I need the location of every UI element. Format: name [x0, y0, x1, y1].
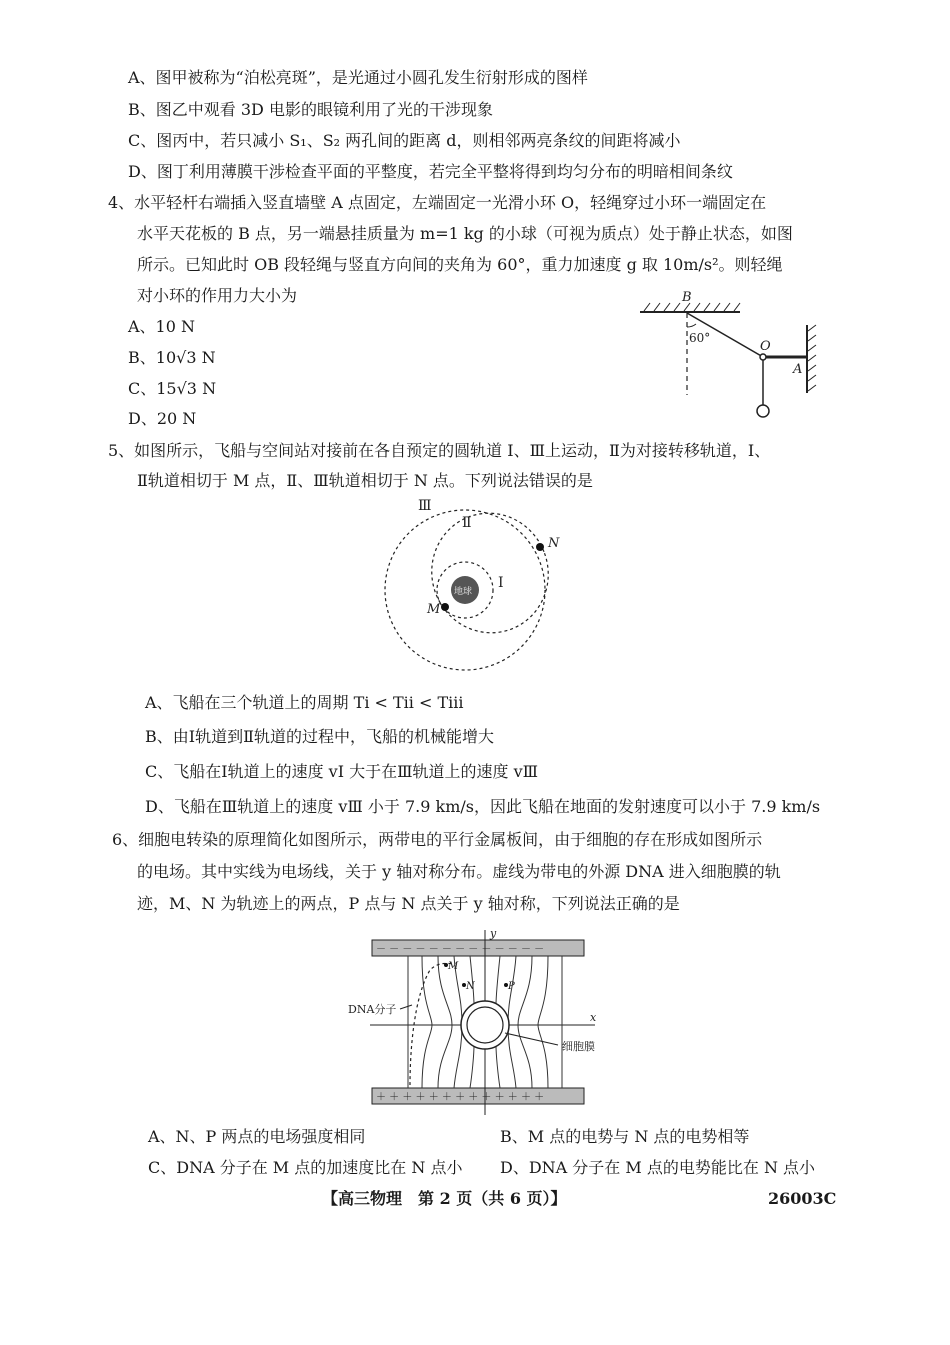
q6-option-b: B、M 点的电势与 N 点的电势相等 [500, 1127, 750, 1146]
q4-option-c: C、15√3 N [128, 379, 217, 398]
q5-option-a: A、飞船在三个轨道上的周期 Tⅰ < Tⅱ < Tⅲ [145, 693, 464, 712]
q4-text-line-2: 水平天花板的 B 点，另一端悬挂质量为 m=1 kg 的小球（可视为质点）处于静止状态，如图 [137, 224, 793, 243]
q5-option-b: B、由Ⅰ轨道到Ⅱ轨道的过程中，飞船的机械能增大 [145, 727, 494, 746]
q4-option-a: A、10 N [128, 317, 196, 336]
q3-option-d: D、图丁利用薄膜干涉检查平面的平整度，若完全平整将得到均匀分布的明暗相间条纹 [128, 162, 733, 181]
label-membrane: 细胞膜 [562, 1040, 595, 1053]
q4-option-d: D、20 N [128, 409, 197, 428]
label-dna: DNA分子 [348, 1003, 397, 1016]
label-y: y [490, 927, 497, 940]
membrane-pointer [505, 1033, 558, 1045]
label-b: B [682, 290, 692, 305]
label-p: P [508, 981, 515, 992]
orbit-ii [415, 497, 565, 649]
label-n: N [548, 536, 560, 551]
label-i: Ⅰ [498, 575, 504, 591]
wall-hatch [808, 325, 816, 391]
dna-pointer [400, 1005, 412, 1009]
exam-code: 26003C [768, 1189, 837, 1208]
label-x: x [590, 1011, 597, 1024]
q4-text-line-4: 对小环的作用力大小为 [137, 286, 298, 305]
label-ii: Ⅱ [462, 515, 472, 531]
q3-option-b: B、图乙中观看 3D 电影的眼镜利用了光的干涉现象 [128, 100, 493, 119]
label-n: N [466, 981, 475, 992]
top-plate-charges: － － － － － － － － － － － － － [376, 944, 545, 955]
cell-membrane-outer [461, 1001, 509, 1049]
q5-orbit-figure [370, 495, 580, 675]
angle-arc [687, 324, 696, 327]
q4-text-line-3: 所示。已知此时 OB 段轻绳与竖直方向间的夹角为 60°，重力加速度 g 取 10m/s²。则轻绳 [137, 255, 783, 274]
point-m [441, 603, 449, 611]
label-angle: 60° [689, 331, 711, 345]
bottom-plate-charges: ＋ ＋ ＋ ＋ ＋ ＋ ＋ ＋ ＋ ＋ ＋ ＋ ＋ [376, 1092, 545, 1103]
q6-field-figure [340, 925, 630, 1125]
q6-option-c: C、DNA 分子在 M 点的加速度比在 N 点小 [148, 1158, 463, 1177]
q4-option-b: B、10√3 N [128, 348, 216, 367]
q3-option-c: C、图丙中，若只减小 S₁、S₂ 两孔间的距离 d，则相邻两亮条纹的间距将减小 [128, 131, 681, 150]
q5-text-line-2: Ⅱ轨道相切于 M 点，Ⅱ、Ⅲ轨道相切于 N 点。下列说法错误的是 [137, 471, 593, 490]
q4-text-line-1: 4、水平轻杆右端插入竖直墙壁 A 点固定，左端固定一光滑小环 O，轻绳穿过小环一端固定在 [108, 193, 767, 212]
label-m: M [427, 602, 441, 617]
dna-trajectory [410, 963, 452, 1085]
ball [757, 405, 769, 417]
ceiling-hatch [644, 303, 740, 311]
q4-figure [630, 285, 830, 425]
label-m: M [448, 961, 459, 972]
q6-text-line-1: 6、细胞电转染的原理简化如图所示，两带电的平行金属板间，由于细胞的存在形成如图所示 [112, 830, 763, 849]
q3-option-a: A、图甲被称为“泊松亮斑”，是光通过小圆孔发生衍射形成的图样 [128, 68, 588, 87]
label-iii: Ⅲ [418, 498, 432, 514]
point-n [536, 543, 544, 551]
ring-o [760, 354, 766, 360]
q5-text-line-1: 5、如图所示，飞船与空间站对接前在各自预定的圆轨道 Ⅰ、Ⅲ上运动，Ⅱ为对接转移轨道，Ⅰ、 [108, 441, 771, 460]
page-footer: 【高三物理 第 2 页（共 6 页）】 [322, 1189, 567, 1208]
q6-option-a: A、N、P 两点的电场强度相同 [148, 1127, 366, 1146]
label-o: O [760, 339, 771, 354]
label-earth: 地球 [454, 587, 473, 597]
q6-text-line-2: 的电场。其中实线为电场线，关于 y 轴对称分布。虚线为带电的外源 DNA 进入细胞膜的轨 [137, 862, 781, 881]
q5-option-d: D、飞船在Ⅲ轨道上的速度 vⅢ 小于 7.9 km/s，因此飞船在地面的发射速度可以小于 7.9 km/s [145, 797, 821, 816]
q6-option-d: D、DNA 分子在 M 点的电势能比在 N 点小 [500, 1158, 816, 1177]
q5-option-c: C、飞船在Ⅰ轨道上的速度 vⅠ 大于在Ⅲ轨道上的速度 vⅢ [145, 762, 539, 781]
q6-text-line-3: 迹，M、N 为轨迹上的两点，P 点与 N 点关于 y 轴对称，下列说法正确的是 [137, 894, 680, 913]
label-a: A [793, 362, 803, 377]
